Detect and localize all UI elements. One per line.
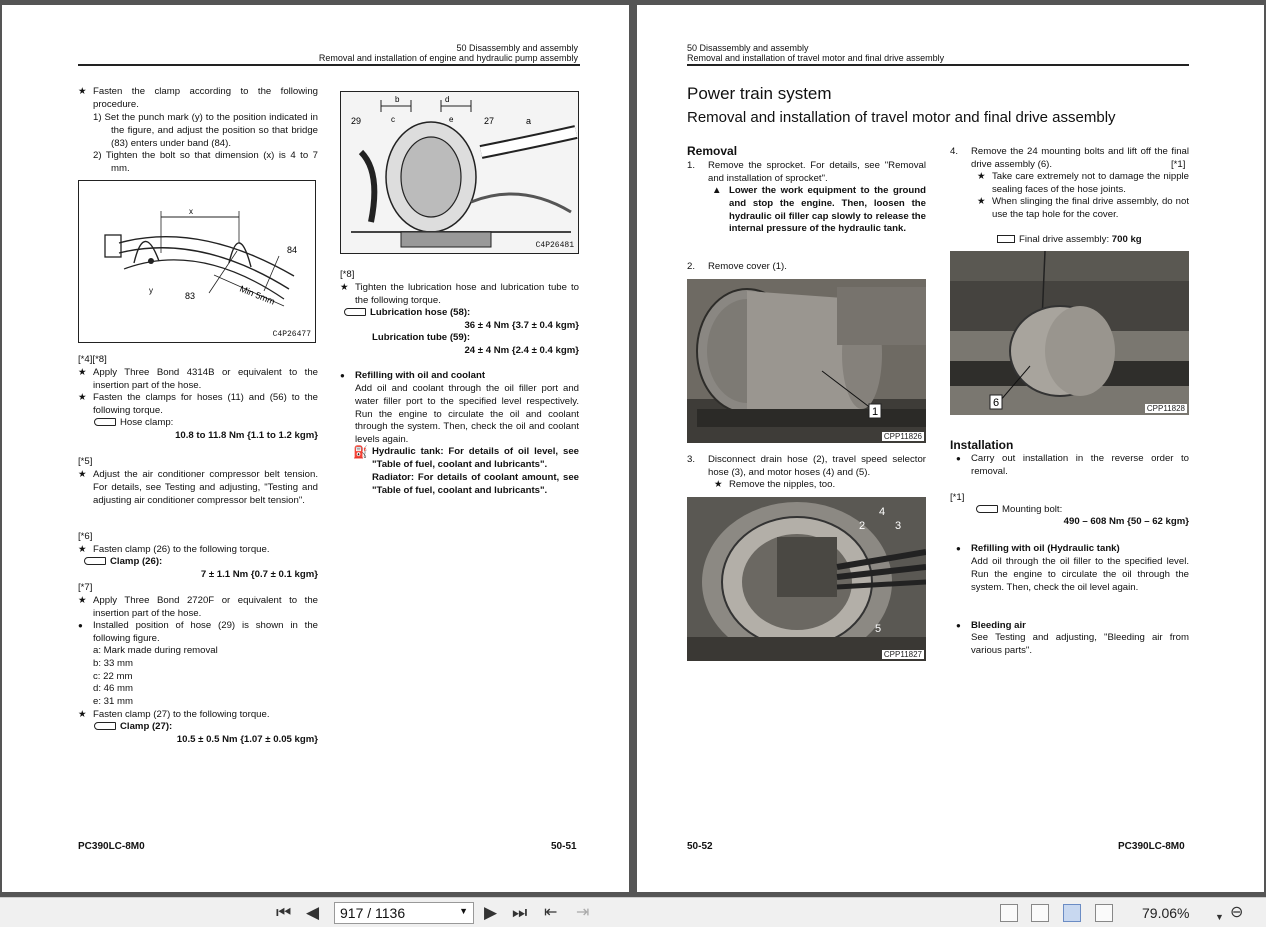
page-header <box>687 43 944 63</box>
page-number-input[interactable] <box>334 902 474 924</box>
dimension-list <box>93 645 218 709</box>
instruction-fasten-hoses: ★ Fasten the clamps for hoses (11) and (56) to the following torque. <box>93 392 318 418</box>
wrench-icon <box>94 418 116 426</box>
instruction-fasten-clamp: ★ Fasten the clamp according to the following procedure. <box>93 86 318 112</box>
photo-label-1: 1 <box>872 406 879 418</box>
label-84: 84 <box>287 245 298 255</box>
wrench-icon <box>344 308 366 316</box>
torque-clamp27-value: 10.5 ± 0.5 Nm {1.07 ± 0.05 kgm} <box>176 734 318 745</box>
page-number-value: 917 / 1136 <box>340 905 406 921</box>
label-b: b <box>395 95 400 104</box>
installation-body: ● Carry out installation in the reverse order to removal. <box>971 453 1189 479</box>
fuel-can-icon: ⛽ <box>353 445 368 459</box>
step-1: 1) Set the punch mark (y) to the position indicated in the figure, and adjust the position so that bridge (83) enters under band (84). <box>93 112 318 149</box>
refill-hydraulic-title: ● Refilling with oil (Hydraulic tank) <box>971 543 1120 556</box>
header-rule <box>78 64 580 66</box>
torque-hose-clamp-value: 10.8 to 11.8 Nm {1.1 to 1.2 kgm} <box>175 430 318 441</box>
torque-lub-tube-value: 24 ± 4 Nm {2.4 ± 0.4 kgm} <box>464 345 579 356</box>
pdf-page-left <box>2 5 629 892</box>
radiator-note: Radiator: For details of coolant amount, see "Table of fuel, coolant and lubricants". <box>372 472 579 496</box>
ref-1-install: [*1] <box>950 492 965 503</box>
dimension-a: a: Mark made during removal <box>93 645 218 656</box>
subsection-title: Removal and installation of travel motor and final drive assembly <box>687 109 1116 126</box>
dimension-d: d: 46 mm <box>93 683 133 695</box>
page-header <box>319 43 578 63</box>
label-c: c <box>391 115 395 124</box>
photo-caption: CPP11827 <box>883 650 922 659</box>
label-a: a <box>526 116 532 126</box>
torque-clamp26-label: Clamp (26): <box>84 556 162 569</box>
photo-final-drive-image <box>950 251 1189 415</box>
pdf-page-right <box>637 5 1264 892</box>
weight-icon <box>997 235 1015 243</box>
torque-clamp26-value: 7 ± 1.1 Nm {0.7 ± 0.1 kgm} <box>200 569 318 580</box>
label-29: 29 <box>351 116 362 126</box>
label-27: 27 <box>484 116 495 126</box>
label-y: y <box>149 286 153 295</box>
refill-hydraulic-body: Add oil through the oil filler to the specified level. Run the engine to circulate the oil through the system. Then, check the oil level again. <box>971 556 1189 593</box>
hydraulic-tank-note: ⛽ Hydraulic tank: For details of oil level, see "Table of fuel, coolant and lubricants". <box>353 445 579 470</box>
dimension-e: e: 31 mm <box>93 696 133 708</box>
zoom-out-icon[interactable]: ⊖ <box>1230 904 1244 921</box>
label-83: 83 <box>185 291 196 301</box>
torque-mount-value: 490 – 608 Nm {50 – 62 kgm} <box>1063 516 1189 527</box>
torque-lub-hose-value: 36 ± 4 Nm {3.7 ± 0.4 kgm} <box>464 320 579 331</box>
footer-page-number: 50-51 <box>551 841 577 852</box>
label-min-5mm: Min 5mm <box>238 283 277 307</box>
clamp-diagram <box>79 181 316 343</box>
photo-label-5: 5 <box>875 623 882 635</box>
instruction-fasten-27: ★ Fasten clamp (27) to the following torque. <box>93 709 318 722</box>
removal-step-3: Disconnect drain hose (2), travel speed selector hose (3), and motor hoses (4) and (5). <box>708 454 926 478</box>
weight-label: Final drive assembly: 700 kg <box>997 234 1142 247</box>
photo-final-drive <box>950 251 1189 415</box>
removal-heading: Removal <box>687 144 738 158</box>
bleeding-air-title: ● Bleeding air <box>971 620 1026 633</box>
label-d: d <box>445 95 450 104</box>
caution-nipple-faces: ★ Take care extremely not to damage the nipple sealing faces of the hose joints. <box>992 171 1189 197</box>
footer-model: PC390LC-8M0 <box>1118 841 1185 852</box>
installation-heading: Installation <box>950 438 1014 452</box>
ref-8: [*8] <box>340 269 355 280</box>
photo-hose-image <box>687 497 926 661</box>
step-number-1: 1. <box>687 160 696 171</box>
torque-hose-clamp-label: Hose clamp: <box>94 417 173 430</box>
last-page-icon[interactable]: ⏭ <box>512 903 528 922</box>
two-page-scroll-icon[interactable] <box>1095 904 1113 922</box>
footer-page-number: 50-52 <box>687 841 713 852</box>
removal-step-4: Remove the 24 mounting bolts and lift off the final drive assembly (6). <box>971 146 1189 170</box>
instruction-fasten-26: ★ Fasten clamp (26) to the following torque. <box>93 544 318 557</box>
weight-value: 700 kg <box>1111 234 1142 245</box>
refill-title: ● Refilling with oil and coolant <box>355 370 485 383</box>
header-title: Removal and installation of engine and hydraulic pump assembly <box>318 53 578 63</box>
header-chapter: 50 Disassembly and assembly <box>687 43 809 53</box>
header-chapter: 50 Disassembly and assembly <box>456 43 578 53</box>
instruction-apply-4314b: ★ Apply Three Bond 4314B or equivalent to the insertion part of the hose. <box>93 367 318 393</box>
step-number-3: 3. <box>687 454 696 465</box>
wrench-icon <box>84 557 106 565</box>
photo-hose-disconnect <box>687 497 926 661</box>
instruction-adjust-ac: ★ Adjust the air conditioner compressor belt tension. For details, see Testing and adjusting, "Testing and adjusting air conditioner compressor belt tension". <box>93 469 318 507</box>
wrench-icon <box>94 722 116 730</box>
removal-step-1: Remove the sprocket. For details, see "Removal and installation of sprocket". <box>708 160 926 184</box>
torque-lub-hose-label: Lubrication hose (58): <box>344 307 470 320</box>
photo-cover-image <box>687 279 926 443</box>
hose-position-drawing <box>341 92 579 254</box>
torque-lub-tube-label: Lubrication tube (59): <box>372 332 471 343</box>
photo-caption: CPP11826 <box>883 432 922 441</box>
ref-5: [*5] <box>78 456 93 467</box>
wrench-icon <box>976 505 998 513</box>
single-page-icon[interactable] <box>1000 904 1018 922</box>
refill-body: Add oil and coolant through the oil filler port and water filler port to the specified level respectively. Run the engine to circulate the oil and coolant through the system. Then, check the oil and coolant levels again. <box>355 383 579 446</box>
ref-7: [*7] <box>78 582 93 593</box>
dimension-b: b: 33 mm <box>93 657 133 669</box>
torque-clamp27-label: Clamp (27): <box>94 721 172 734</box>
header-rule <box>687 64 1189 66</box>
chevron-down-icon[interactable]: ▼ <box>459 906 468 916</box>
header-title: Removal and installation of travel motor and final drive assembly <box>687 53 945 63</box>
figure-caption: C4P26477 <box>272 330 311 339</box>
torque-mount-label: Mounting bolt: <box>976 504 1062 517</box>
go-forward-icon[interactable]: ⇥ <box>576 904 590 921</box>
dimension-c: c: 22 mm <box>93 670 133 682</box>
step-number-2: 2. <box>687 261 696 272</box>
hose-position-figure <box>340 91 579 254</box>
ref-4-8: [*4][*8] <box>78 354 107 365</box>
instruction-installed-position: ● Installed position of hose (29) is shown in the following figure. <box>93 620 318 646</box>
ref-1: [*1] <box>1171 159 1186 170</box>
bleeding-air-body: See Testing and adjusting, "Bleeding air from various parts". <box>971 632 1189 656</box>
caution-slinging: ★ When slinging the final drive assembly, do not use the tap hole for the cover. <box>992 196 1189 222</box>
first-page-icon[interactable]: ⏮ <box>276 903 292 922</box>
step-2: 2) Tighten the bolt so that dimension (x) is 4 to 7 mm. <box>93 150 318 174</box>
photo-label-4: 4 <box>879 506 886 518</box>
go-back-icon[interactable]: ⇤ <box>544 904 558 921</box>
label-e: e <box>449 115 454 124</box>
zoom-level[interactable]: 79.06% <box>1142 905 1190 921</box>
safety-warning: ▲ Lower the work equipment to the ground and stop the engine. Then, loosen the hydraulic oil filler cap slowly to release the internal pressure of the hydraulic tank. <box>712 185 926 235</box>
section-title: Power train system <box>687 84 832 103</box>
footer-model: PC390LC-8M0 <box>78 841 145 852</box>
photo-label-6: 6 <box>993 397 1000 409</box>
pdf-toolbar <box>0 897 1266 927</box>
step-number-4: 4. <box>950 146 959 157</box>
warning-icon: ▲ <box>712 185 722 196</box>
label-x: x <box>189 207 193 216</box>
figure-caption: C4P26481 <box>535 241 574 250</box>
instruction-tighten-lub: ★ Tighten the lubrication hose and lubrication tube to the following torque. <box>355 282 579 308</box>
next-page-icon[interactable]: ▶ <box>484 903 498 922</box>
two-page-icon[interactable] <box>1063 904 1081 922</box>
instruction-apply-2720f: ★ Apply Three Bond 2720F or equivalent to the insertion part of the hose. <box>93 595 318 621</box>
photo-cover-removal <box>687 279 926 443</box>
continuous-icon[interactable] <box>1031 904 1049 922</box>
zoom-dropdown-icon[interactable]: ▼ <box>1215 912 1224 922</box>
photo-caption: CPP11828 <box>1146 404 1185 413</box>
clamp-figure <box>78 180 316 343</box>
prev-page-icon[interactable]: ◀ <box>306 903 320 922</box>
photo-label-3: 3 <box>895 520 902 532</box>
photo-label-2: 2 <box>859 520 866 532</box>
note-remove-nipples: ★ Remove the nipples, too. <box>729 479 835 492</box>
removal-step-2: Remove cover (1). <box>708 261 787 272</box>
ref-6: [*6] <box>78 531 93 542</box>
